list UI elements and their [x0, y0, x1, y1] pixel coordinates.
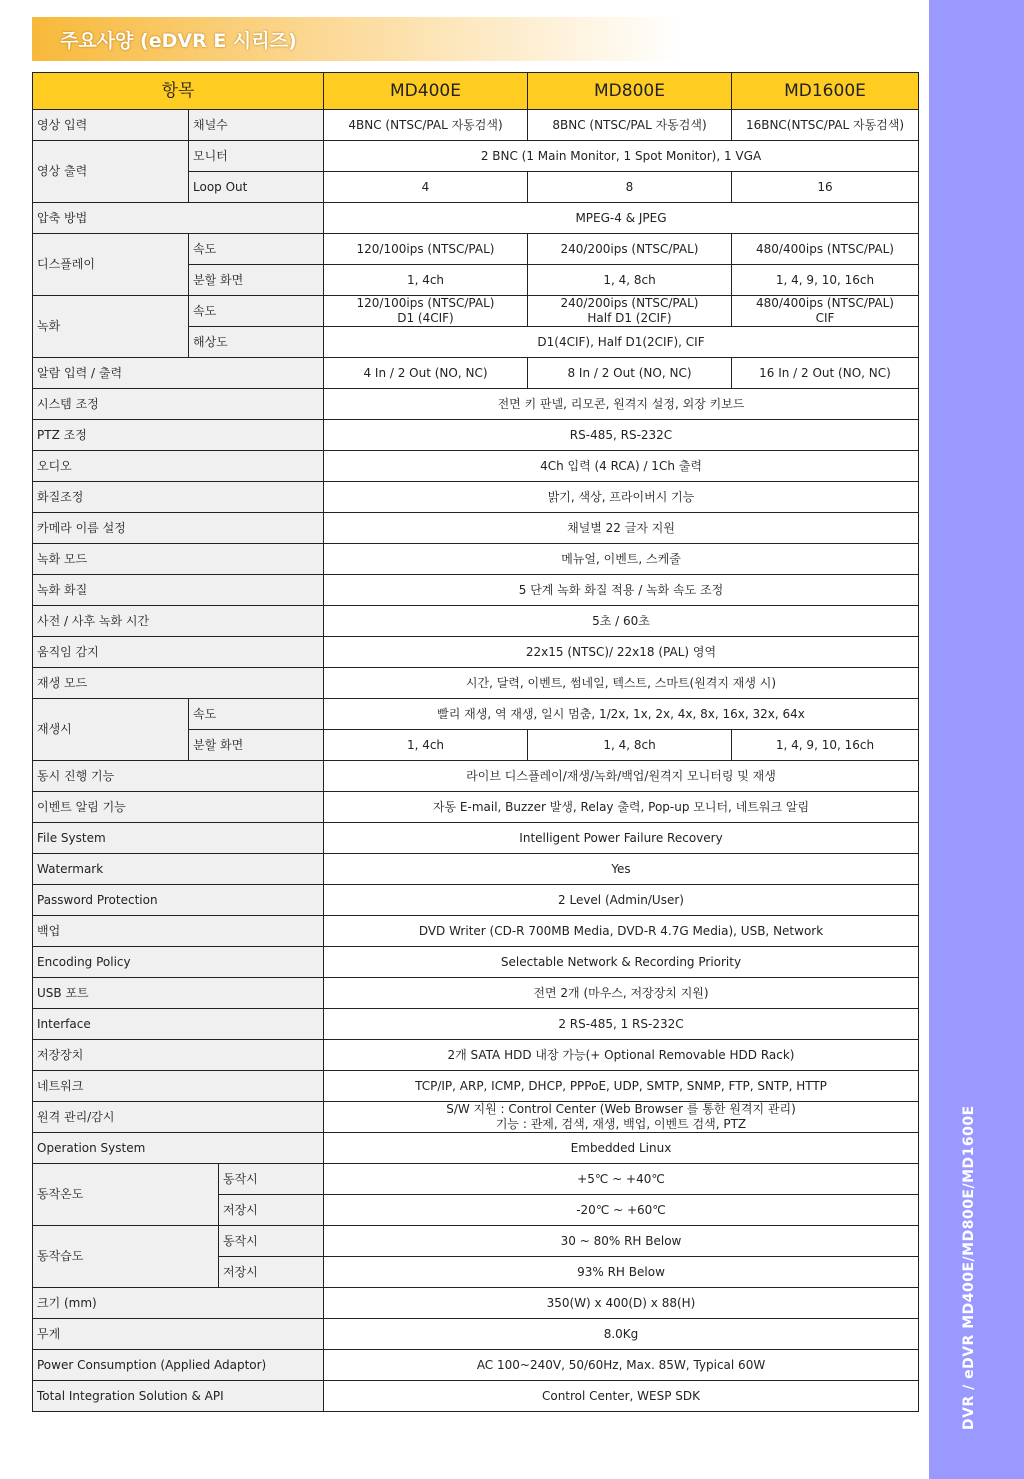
table-row — [33, 1164, 919, 1195]
page-title: 주요사양 (eDVR E 시리즈) — [60, 30, 297, 52]
row-label: Power Consumption (Applied Adaptor) — [33, 1350, 324, 1381]
table-row — [33, 668, 919, 699]
row-label: 원격 관리/감시 — [33, 1102, 324, 1133]
table-row — [33, 885, 919, 916]
row-label: 녹화 — [33, 296, 189, 358]
table-row — [33, 1288, 919, 1319]
table-row — [33, 1009, 919, 1040]
row-label: 사전 / 사후 녹화 시간 — [33, 606, 324, 637]
resolution-line: CIF — [815, 311, 835, 325]
header-md1600e: MD1600E — [732, 73, 919, 110]
row-label: 카메라 이름 설정 — [33, 513, 324, 544]
cell-value: 시간, 달력, 이벤트, 썸네일, 텍스트, 스마트(원격지 재생 시) — [324, 668, 919, 699]
row-label: USB 포트 — [33, 978, 324, 1009]
row-label: 녹화 모드 — [33, 544, 324, 575]
table-row — [33, 482, 919, 513]
cell-md800e: 8BNC (NTSC/PAL 자동검색) — [528, 110, 732, 141]
table-row — [33, 110, 919, 141]
cell-md800e: 240/200ips (NTSC/PAL) — [528, 234, 732, 265]
table-row — [33, 1071, 919, 1102]
side-label: DVR / eDVR MD400E/MD800E/MD1600E — [961, 1105, 977, 1430]
row-label: Interface — [33, 1009, 324, 1040]
speed-line: 480/400ips (NTSC/PAL) — [756, 296, 894, 310]
row-label: 재생시 — [33, 699, 189, 761]
table-row — [33, 1040, 919, 1071]
row-label: 영상 출력 — [33, 141, 189, 203]
header-item: 항목 — [33, 73, 324, 110]
cell-value: +5℃ ~ +40℃ — [324, 1164, 919, 1195]
row-label: 녹화 화질 — [33, 575, 324, 606]
cell-value: 밝기, 색상, 프라이버시 기능 — [324, 482, 919, 513]
cell-md1600e: 480/400ips (NTSC/PAL) — [732, 234, 919, 265]
cell-value: Embedded Linux — [324, 1133, 919, 1164]
row-label: 재생 모드 — [33, 668, 324, 699]
cell-md800e — [528, 296, 732, 327]
table-row — [33, 513, 919, 544]
row-sublabel: 저장시 — [219, 1195, 324, 1226]
row-sublabel: 채널수 — [189, 110, 324, 141]
table-row — [33, 203, 919, 234]
table-row — [33, 358, 919, 389]
cell-value: 93% RH Below — [324, 1257, 919, 1288]
cell-value: 350(W) x 400(D) x 88(H) — [324, 1288, 919, 1319]
table-row — [33, 699, 919, 730]
cell-value: 전면 2개 (마우스, 저장장치 지원) — [324, 978, 919, 1009]
table-row — [33, 606, 919, 637]
cell-md400e: 1, 4ch — [324, 265, 528, 296]
cell-md800e: 8 — [528, 172, 732, 203]
cell-md1600e: 16BNC(NTSC/PAL 자동검색) — [732, 110, 919, 141]
side-bar — [929, 0, 1024, 1479]
cell-value: -20℃ ~ +60℃ — [324, 1195, 919, 1226]
cell-value — [324, 1102, 919, 1133]
cell-value: Yes — [324, 854, 919, 885]
table-row — [33, 389, 919, 420]
table-row — [33, 420, 919, 451]
cell-value: MPEG-4 & JPEG — [324, 203, 919, 234]
row-label: 알람 입력 / 출력 — [33, 358, 324, 389]
table-row — [33, 1381, 919, 1412]
cell-value: DVD Writer (CD-R 700MB Media, DVD-R 4.7G Media), USB, Network — [324, 916, 919, 947]
row-label: 영상 입력 — [33, 110, 189, 141]
table-row — [33, 854, 919, 885]
cell-value: 라이브 디스플레이/재생/녹화/백업/원격지 모니터링 및 재생 — [324, 761, 919, 792]
row-label: 동작온도 — [33, 1164, 219, 1226]
cell-value: AC 100~240V, 50/60Hz, Max. 85W, Typical 60W — [324, 1350, 919, 1381]
row-sublabel: 동작시 — [219, 1164, 324, 1195]
table-row — [33, 761, 919, 792]
cell-md800e: 1, 4, 8ch — [528, 265, 732, 296]
cell-value: D1(4CIF), Half D1(2CIF), CIF — [324, 327, 919, 358]
table-row — [33, 792, 919, 823]
row-label: 백업 — [33, 916, 324, 947]
row-label: 움직임 감지 — [33, 637, 324, 668]
cell-value: 빨리 재생, 역 재생, 일시 멈춤, 1/2x, 1x, 2x, 4x, 8x, 16x, 32x, 64x — [324, 699, 919, 730]
table-row — [33, 1133, 919, 1164]
spec-table — [32, 72, 919, 1412]
row-sublabel: 속도 — [189, 296, 324, 327]
cell-md800e: 1, 4, 8ch — [528, 730, 732, 761]
row-sublabel: 해상도 — [189, 327, 324, 358]
cell-md1600e: 16 In / 2 Out (NO, NC) — [732, 358, 919, 389]
remote-function-line: 기능 : 관제, 검색, 재생, 백업, 이벤트 검색, PTZ — [495, 1117, 747, 1131]
resolution-line: Half D1 (2CIF) — [587, 311, 672, 325]
row-label: 압축 방법 — [33, 203, 324, 234]
row-label: 동시 진행 기능 — [33, 761, 324, 792]
cell-value: 2 BNC (1 Main Monitor, 1 Spot Monitor), 1 VGA — [324, 141, 919, 172]
cell-value: Intelligent Power Failure Recovery — [324, 823, 919, 854]
cell-value: 22x15 (NTSC)/ 22x18 (PAL) 영역 — [324, 637, 919, 668]
cell-md400e — [324, 296, 528, 327]
row-label: Total Integration Solution & API — [33, 1381, 324, 1412]
speed-line: 240/200ips (NTSC/PAL) — [560, 296, 699, 310]
cell-value: Control Center, WESP SDK — [324, 1381, 919, 1412]
cell-value: 5 단계 녹화 화질 적용 / 녹화 속도 조정 — [324, 575, 919, 606]
cell-value: 5초 / 60초 — [324, 606, 919, 637]
row-label: 화질조정 — [33, 482, 324, 513]
cell-value: RS-485, RS-232C — [324, 420, 919, 451]
cell-value: 2 Level (Admin/User) — [324, 885, 919, 916]
row-label: 오디오 — [33, 451, 324, 482]
cell-md1600e: 1, 4, 9, 10, 16ch — [732, 265, 919, 296]
row-label: 이벤트 알림 기능 — [33, 792, 324, 823]
row-label: File System — [33, 823, 324, 854]
row-label: 무게 — [33, 1319, 324, 1350]
cell-md800e: 8 In / 2 Out (NO, NC) — [528, 358, 732, 389]
row-label: 동작습도 — [33, 1226, 219, 1288]
cell-value: 2개 SATA HDD 내장 가능(+ Optional Removable HDD Rack) — [324, 1040, 919, 1071]
table-row — [33, 296, 919, 327]
row-sublabel: 동작시 — [219, 1226, 324, 1257]
table-row — [33, 544, 919, 575]
row-sublabel: 속도 — [189, 234, 324, 265]
cell-value: Selectable Network & Recording Priority — [324, 947, 919, 978]
table-row — [33, 1350, 919, 1381]
row-sublabel: 저장시 — [219, 1257, 324, 1288]
header-md800e: MD800E — [528, 73, 732, 110]
header-row — [33, 73, 919, 110]
speed-line: 120/100ips (NTSC/PAL) — [356, 296, 495, 310]
table-row — [33, 978, 919, 1009]
title-banner — [32, 17, 682, 61]
cell-md400e: 4 In / 2 Out (NO, NC) — [324, 358, 528, 389]
cell-md1600e: 1, 4, 9, 10, 16ch — [732, 730, 919, 761]
table-row — [33, 141, 919, 172]
cell-value: 8.0Kg — [324, 1319, 919, 1350]
row-label: Watermark — [33, 854, 324, 885]
header-md400e: MD400E — [324, 73, 528, 110]
cell-md1600e: 16 — [732, 172, 919, 203]
table-row — [33, 1226, 919, 1257]
row-label: Password Protection — [33, 885, 324, 916]
table-row — [33, 1102, 919, 1133]
table-row — [33, 916, 919, 947]
cell-value: 자동 E-mail, Buzzer 발생, Relay 출력, Pop-up 모니터, 네트워크 알림 — [324, 792, 919, 823]
table-row — [33, 1319, 919, 1350]
row-label: 디스플레이 — [33, 234, 189, 296]
row-label: 시스템 조정 — [33, 389, 324, 420]
cell-value: 전면 키 판넬, 리모콘, 원격지 설정, 외장 키보드 — [324, 389, 919, 420]
cell-md400e: 120/100ips (NTSC/PAL) — [324, 234, 528, 265]
cell-md1600e — [732, 296, 919, 327]
row-label: 크기 (mm) — [33, 1288, 324, 1319]
cell-value: 4Ch 입력 (4 RCA) / 1Ch 출력 — [324, 451, 919, 482]
cell-md400e: 1, 4ch — [324, 730, 528, 761]
row-sublabel: 분할 화면 — [189, 265, 324, 296]
row-label: 네트워크 — [33, 1071, 324, 1102]
row-label: Encoding Policy — [33, 947, 324, 978]
row-label: PTZ 조정 — [33, 420, 324, 451]
cell-md400e: 4 — [324, 172, 528, 203]
cell-value: TCP/IP, ARP, ICMP, DHCP, PPPoE, UDP, SMTP, SNMP, FTP, SNTP, HTTP — [324, 1071, 919, 1102]
cell-md400e: 4BNC (NTSC/PAL 자동검색) — [324, 110, 528, 141]
cell-value: 2 RS-485, 1 RS-232C — [324, 1009, 919, 1040]
table-row — [33, 451, 919, 482]
table-row — [33, 234, 919, 265]
row-sublabel: 속도 — [189, 699, 324, 730]
remote-software-line: S/W 지원 : Control Center (Web Browser 를 통한 원격지 관리) — [446, 1102, 796, 1116]
row-sublabel: 모니터 — [189, 141, 324, 172]
resolution-line: D1 (4CIF) — [397, 311, 454, 325]
table-row — [33, 947, 919, 978]
row-sublabel: Loop Out — [189, 172, 324, 203]
cell-value: 채널별 22 글자 지원 — [324, 513, 919, 544]
table-row — [33, 637, 919, 668]
row-sublabel: 분할 화면 — [189, 730, 324, 761]
cell-value: 메뉴얼, 이벤트, 스케줄 — [324, 544, 919, 575]
table-row — [33, 823, 919, 854]
table-row — [33, 575, 919, 606]
row-label: 저장장치 — [33, 1040, 324, 1071]
row-label: Operation System — [33, 1133, 324, 1164]
cell-value: 30 ~ 80% RH Below — [324, 1226, 919, 1257]
